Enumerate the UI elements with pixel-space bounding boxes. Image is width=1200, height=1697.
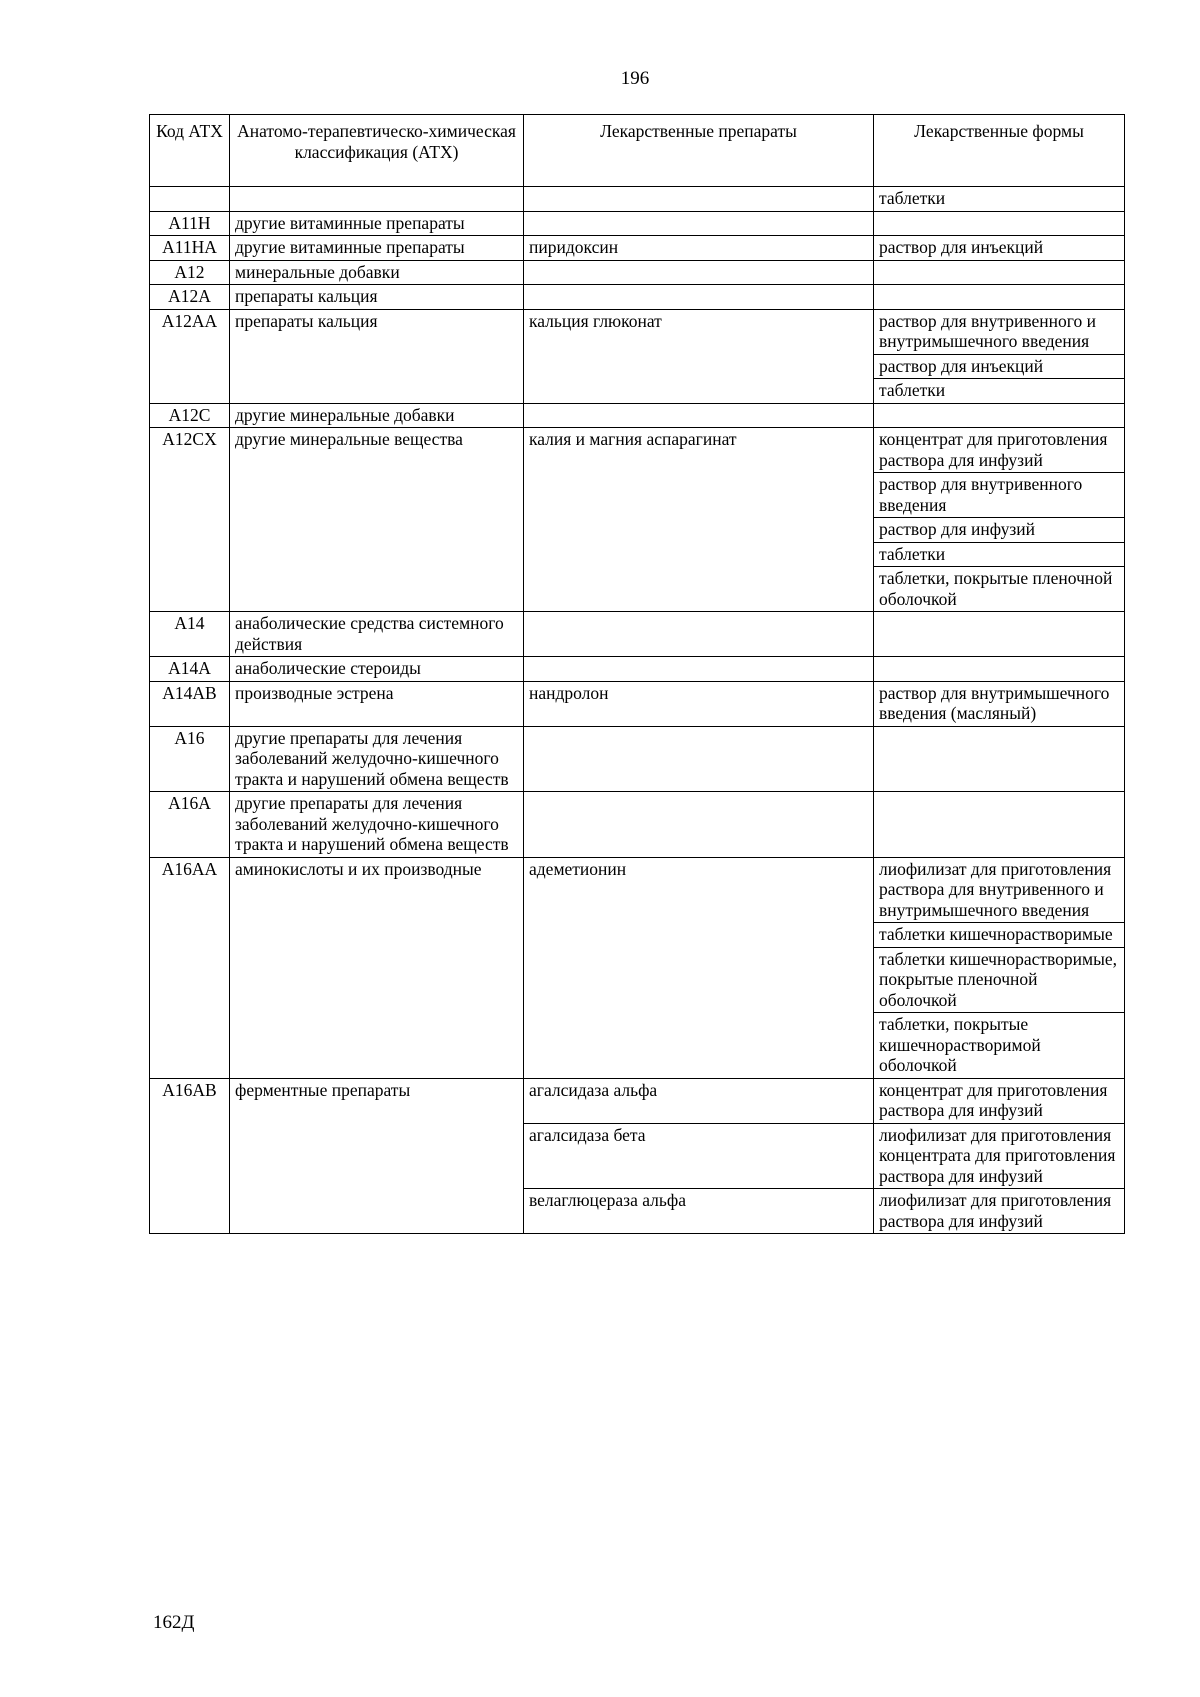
header-forms: Лекарственные формы <box>874 115 1125 187</box>
atc-code-cell: A16AB <box>150 1078 230 1234</box>
table-row <box>150 612 1125 657</box>
atc-code-cell: A12 <box>150 260 230 285</box>
dosage-forms-cell <box>874 403 1125 428</box>
dosage-form-item: концентрат для приготовления раствора для инфузий <box>874 428 1124 473</box>
dosage-forms-cell <box>874 792 1125 858</box>
drug-name-cell: калия и магния аспарагинат <box>524 428 874 612</box>
atc-code-cell: A12AA <box>150 309 230 403</box>
drug-name-cell: агалсидаза бета <box>524 1123 874 1189</box>
dosage-forms-cell <box>874 726 1125 792</box>
dosage-form-item <box>874 285 1124 309</box>
drug-name-cell <box>524 792 874 858</box>
table-row <box>150 211 1125 236</box>
atc-classification-cell: другие витаминные препараты <box>230 211 524 236</box>
page-number: 196 <box>620 68 650 89</box>
drug-name-cell: пиридоксин <box>524 236 874 261</box>
dosage-form-item: таблетки <box>879 380 946 400</box>
drug-name-cell: велаглюцераза альфа <box>524 1189 874 1234</box>
dosage-forms-cell <box>874 285 1125 310</box>
dosage-form-item: таблетки, покрытые кишечнорастворимой оболочкой <box>879 1014 1041 1075</box>
atc-classification-cell: препараты кальция <box>230 309 524 403</box>
dosage-form-item: раствор для внутримышечного введения (масляный) <box>879 682 1110 723</box>
atc-code-cell: A12A <box>150 285 230 310</box>
atc-classification-cell: другие минеральные вещества <box>230 428 524 612</box>
header-classification: Анатомо-терапевтическо-химическая классификация (АТХ) <box>230 115 524 187</box>
dosage-form-item: лиофилизат для приготовления раствора для внутривенного и внутримышечного введения <box>874 858 1124 924</box>
atc-classification-cell: аминокислоты и их производные <box>230 857 524 1078</box>
dosage-form-item: таблетки кишечнорастворимые, покрытые пленочной оболочкой <box>874 948 1124 1014</box>
dosage-forms-cell <box>874 428 1125 612</box>
dosage-form-item: раствор для инъекций <box>874 355 1124 380</box>
drug-name-cell <box>524 260 874 285</box>
dosage-form-item: таблетки, покрытые пленочной оболочкой <box>879 568 1113 609</box>
atc-classification-cell: ферментные препараты <box>230 1078 524 1234</box>
dosage-form-item <box>874 792 1124 816</box>
dosage-forms-cell <box>874 1189 1125 1234</box>
atc-code-cell: A16AA <box>150 857 230 1078</box>
dosage-forms-cell <box>874 612 1125 657</box>
table-row <box>150 681 1125 726</box>
dosage-forms-cell <box>874 1123 1125 1189</box>
atc-code-cell: A11HA <box>150 236 230 261</box>
drug-name-cell <box>524 285 874 310</box>
dosage-form-item <box>874 404 1124 428</box>
atc-classification-cell: анаболические средства системного действия <box>230 612 524 657</box>
dosage-form-item <box>874 727 1124 751</box>
atc-classification-cell: другие минеральные добавки <box>230 403 524 428</box>
table-header-row <box>150 115 1125 187</box>
footer-document-code: 162Д <box>153 1612 195 1633</box>
atc-drug-table <box>149 114 1125 1234</box>
atc-classification-cell: другие препараты для лечения заболеваний желудочно-кишечного тракта и нарушений обмена веществ <box>230 792 524 858</box>
atc-classification-cell: препараты кальция <box>230 285 524 310</box>
dosage-form-item <box>874 657 1124 681</box>
table-row <box>150 1078 1125 1123</box>
dosage-form-item: таблетки <box>879 188 946 208</box>
drug-name-cell <box>524 187 874 212</box>
dosage-forms-cell <box>874 260 1125 285</box>
drug-name-cell: нандролон <box>524 681 874 726</box>
drug-name-cell <box>524 403 874 428</box>
drug-name-cell <box>524 612 874 657</box>
atc-classification-cell <box>230 187 524 212</box>
table-row <box>150 236 1125 261</box>
dosage-forms-cell <box>874 657 1125 682</box>
table-row <box>150 428 1125 612</box>
dosage-forms-cell <box>874 857 1125 1078</box>
atc-code-cell: A14A <box>150 657 230 682</box>
dosage-form-item: раствор для инъекций <box>879 237 1044 257</box>
dosage-form-item: лиофилизат для приготовления концентрата для приготовления раствора для инфузий <box>879 1124 1116 1186</box>
table-row <box>150 260 1125 285</box>
header-drugs: Лекарственные препараты <box>524 115 874 187</box>
atc-code-cell: A16A <box>150 792 230 858</box>
atc-classification-cell: другие препараты для лечения заболеваний желудочно-кишечного тракта и нарушений обмена веществ <box>230 726 524 792</box>
drug-name-cell <box>524 211 874 236</box>
dosage-form-item <box>874 212 1124 236</box>
atc-code-cell: A12C <box>150 403 230 428</box>
header-code: Код АТХ <box>150 115 230 187</box>
dosage-form-item: лиофилизат для приготовления раствора для инфузий <box>879 1190 1112 1231</box>
dosage-form-item <box>874 612 1124 636</box>
table-row <box>150 792 1125 858</box>
dosage-form-item: концентрат для приготовления раствора для инфузий <box>879 1079 1108 1120</box>
dosage-form-item: раствор для инфузий <box>874 518 1124 543</box>
dosage-forms-cell <box>874 211 1125 236</box>
atc-classification-cell: минеральные добавки <box>230 260 524 285</box>
atc-classification-cell: производные эстрена <box>230 681 524 726</box>
dosage-form-item: раствор для внутривенного введения <box>874 473 1124 518</box>
dosage-forms-cell <box>874 1078 1125 1123</box>
dosage-forms-cell <box>874 681 1125 726</box>
drug-name-cell: кальция глюконат <box>524 309 874 403</box>
table-row <box>150 657 1125 682</box>
atc-code-cell <box>150 187 230 212</box>
table-row <box>150 857 1125 1078</box>
atc-classification-cell: анаболические стероиды <box>230 657 524 682</box>
dosage-forms-cell <box>874 187 1125 212</box>
dosage-forms-cell <box>874 236 1125 261</box>
atc-code-cell: A11H <box>150 211 230 236</box>
dosage-form-item <box>874 261 1124 285</box>
table-body <box>150 187 1125 1234</box>
dosage-forms-cell <box>874 309 1125 403</box>
drug-name-cell: агалсидаза альфа <box>524 1078 874 1123</box>
table-row <box>150 187 1125 212</box>
table-row <box>150 309 1125 403</box>
atc-code-cell: A12CX <box>150 428 230 612</box>
atc-code-cell: A16 <box>150 726 230 792</box>
atc-code-cell: A14AB <box>150 681 230 726</box>
atc-code-cell: A14 <box>150 612 230 657</box>
dosage-form-item: раствор для внутривенного и внутримышечного введения <box>874 310 1124 355</box>
table-row <box>150 403 1125 428</box>
dosage-form-item: таблетки <box>874 543 1124 568</box>
drug-name-cell <box>524 657 874 682</box>
drug-name-cell <box>524 726 874 792</box>
drug-name-cell: адеметионин <box>524 857 874 1078</box>
table-row <box>150 726 1125 792</box>
table-row <box>150 285 1125 310</box>
atc-classification-cell: другие витаминные препараты <box>230 236 524 261</box>
dosage-form-item: таблетки кишечнорастворимые <box>874 923 1124 948</box>
